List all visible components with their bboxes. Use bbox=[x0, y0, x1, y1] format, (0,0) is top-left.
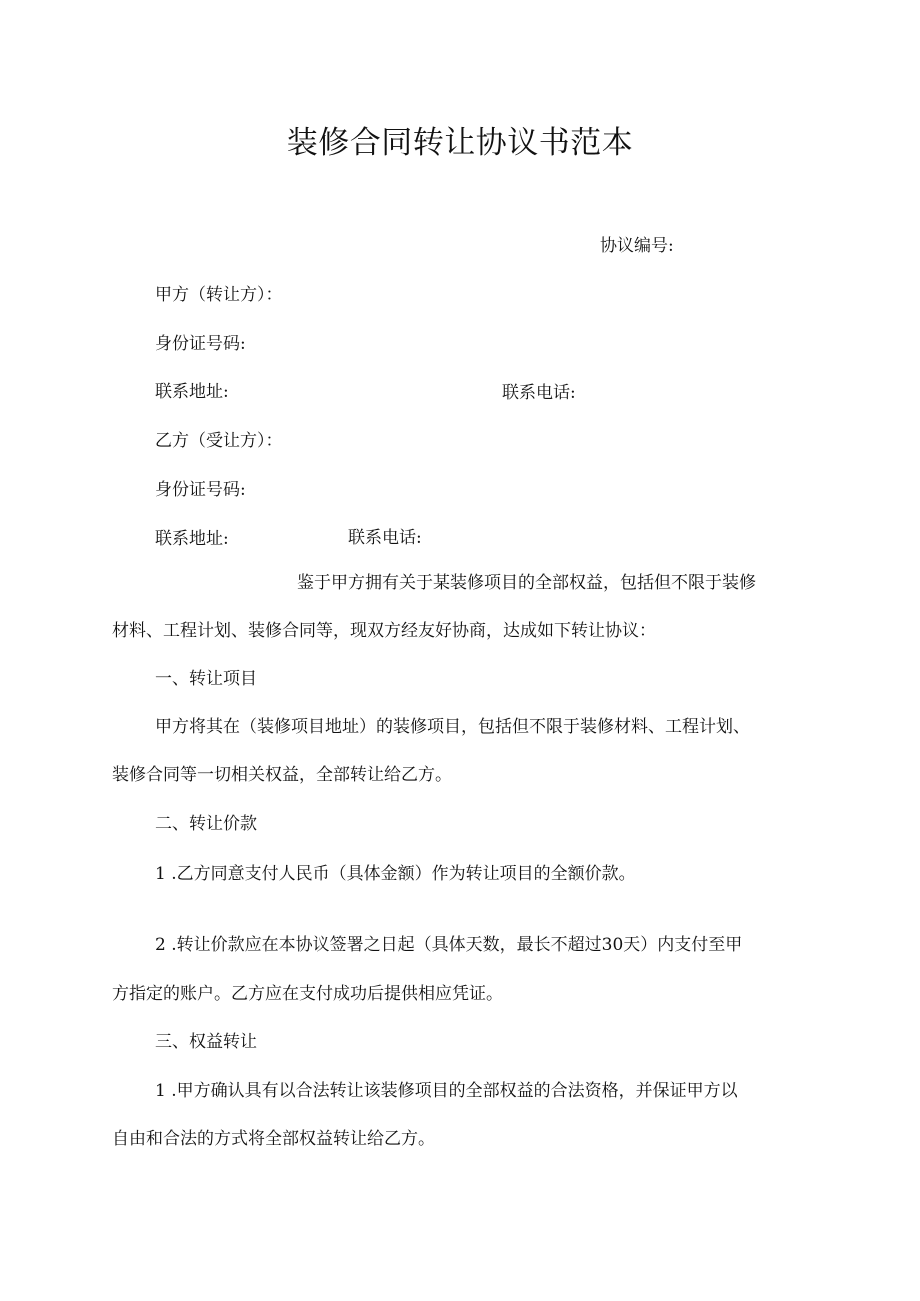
section-2-item-2-line-2: 方指定的账户。乙方应在支付成功后提供相应凭证。 bbox=[112, 984, 503, 1004]
section-1-line-1: 甲方将其在（装修项目地址）的装修项目，包括但不限于装修材料、工程计划、 bbox=[155, 717, 750, 737]
party-a-phone-label: 联系电话: bbox=[502, 383, 576, 403]
party-b-address-label: 联系地址: bbox=[155, 529, 229, 549]
section-1-line-2: 装修合同等一切相关权益，全部转让给乙方。 bbox=[112, 765, 452, 785]
section-1-heading: 一、转让项目 bbox=[155, 669, 257, 689]
section-3-item-1-line-1: 1 .甲方确认具有以合法转让该装修项目的全部权益的合法资格，并保证甲方以 bbox=[155, 1081, 738, 1101]
section-3-item-1-line-2: 自由和合法的方式将全部权益转让给乙方。 bbox=[112, 1129, 435, 1149]
agreement-number-label: 协议编号: bbox=[600, 236, 674, 256]
party-a-address-label: 联系地址: bbox=[155, 382, 229, 402]
section-2-item-1: 1 .乙方同意支付人民币（具体金额）作为转让项目的全额价款。 bbox=[155, 864, 636, 884]
preamble-line-2: 材料、工程计划、装修合同等，现双方经友好协商，达成如下转让协议： bbox=[112, 621, 656, 641]
document-title: 装修合同转让协议书范本 bbox=[286, 125, 634, 161]
preamble-line-1: 鉴于甲方拥有关于某装修项目的全部权益，包括但不限于装修 bbox=[297, 573, 756, 593]
section-2-heading: 二、转让价款 bbox=[155, 814, 257, 834]
party-b-id-label: 身份证号码: bbox=[155, 480, 246, 500]
party-b-phone-label: 联系电话: bbox=[348, 528, 422, 548]
party-a-label: 甲方（转让方）： bbox=[155, 285, 283, 305]
section-2-item-2-line-1: 2 .转让价款应在本协议签署之日起（具体天数，最长不超过30天）内支付至甲 bbox=[155, 935, 743, 955]
party-a-id-label: 身份证号码: bbox=[155, 334, 246, 354]
section-3-heading: 三、权益转让 bbox=[155, 1032, 257, 1052]
party-b-label: 乙方（受让方）： bbox=[155, 431, 283, 451]
